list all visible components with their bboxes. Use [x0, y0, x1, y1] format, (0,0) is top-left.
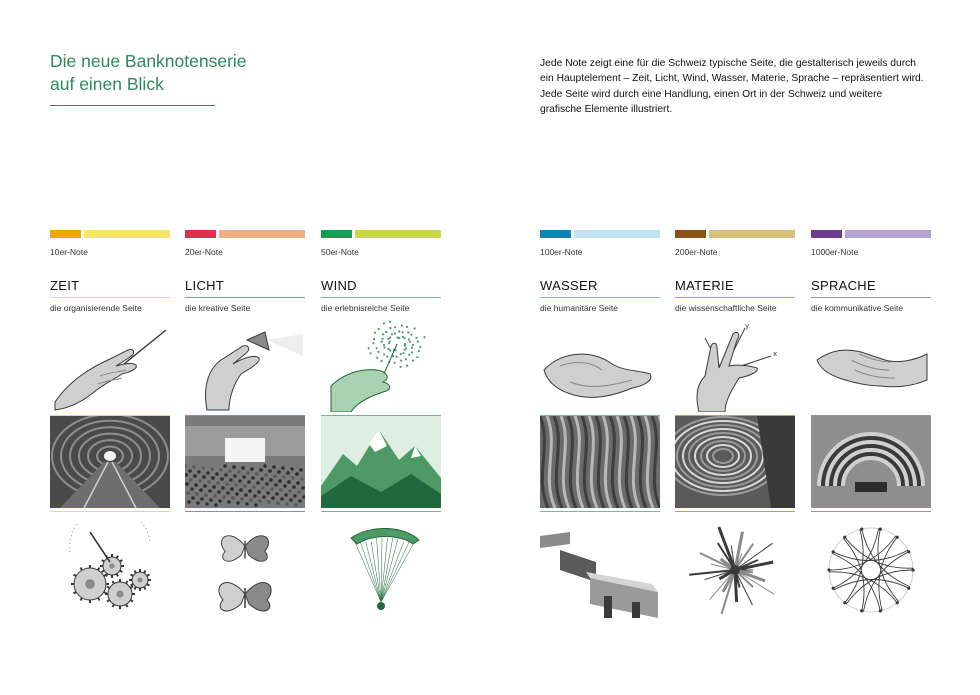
theme-title: ZEIT — [50, 278, 80, 293]
color-bar-primary — [50, 230, 81, 238]
theme-rule — [185, 297, 305, 298]
handshake-image — [811, 320, 931, 412]
color-bar-primary — [540, 230, 571, 238]
note-denomination: 200er-Note — [675, 247, 718, 257]
prism-hand-image — [185, 320, 305, 412]
banknote-column-materie — [675, 230, 795, 630]
axes-hand-image — [675, 320, 795, 412]
image-divider — [321, 511, 441, 512]
color-bar — [811, 230, 931, 238]
theme-title: LICHT — [185, 278, 225, 293]
aqueduct-image — [540, 522, 660, 624]
color-bar-secondary — [84, 230, 170, 238]
color-bar-primary — [811, 230, 842, 238]
note-denomination: 10er-Note — [50, 247, 88, 257]
theme-rule — [50, 297, 170, 298]
theme-rule — [675, 297, 795, 298]
butterflies-image — [185, 522, 305, 624]
color-bar-secondary — [845, 230, 931, 238]
color-bar-secondary — [709, 230, 795, 238]
image-divider — [675, 511, 795, 512]
image-divider — [811, 511, 931, 512]
theme-description: die wissenschaftliche Seite — [675, 303, 777, 313]
network-globe-image — [811, 522, 931, 624]
banknote-column-zeit — [50, 230, 170, 630]
color-bar-secondary — [574, 230, 660, 238]
paraglider-image — [321, 522, 441, 624]
mountain-peaks-image — [321, 416, 441, 508]
theme-rule — [540, 297, 660, 298]
banknote-column-wasser — [540, 230, 660, 630]
note-denomination: 50er-Note — [321, 247, 359, 257]
color-bar-secondary — [219, 230, 305, 238]
color-bar-primary — [185, 230, 216, 238]
color-bar — [185, 230, 305, 238]
heading-underline — [50, 105, 215, 106]
particle-burst-image — [675, 522, 795, 624]
image-divider — [540, 511, 660, 512]
theme-title: MATERIE — [675, 278, 734, 293]
banknote-column-licht — [185, 230, 305, 630]
open-air-cinema-image — [185, 416, 305, 508]
svg-text:y: y — [745, 322, 750, 330]
note-denomination: 20er-Note — [185, 247, 223, 257]
dandelion-hand-image — [321, 320, 441, 412]
theme-title: WASSER — [540, 278, 598, 293]
particle-collider-image — [675, 416, 795, 508]
color-bar — [321, 230, 441, 238]
color-bar-primary — [675, 230, 706, 238]
conducting-hand-image — [50, 320, 170, 412]
clockwork-image — [50, 522, 170, 624]
color-bar-primary — [321, 230, 352, 238]
banknote-column-wind — [321, 230, 441, 630]
theme-description: die kreative Seite — [185, 303, 251, 313]
theme-rule — [811, 297, 931, 298]
note-denomination: 100er-Note — [540, 247, 583, 257]
color-bar — [50, 230, 170, 238]
theme-description: die organisierende Seite — [50, 303, 142, 313]
color-bar — [675, 230, 795, 238]
color-bar — [540, 230, 660, 238]
color-bar-secondary — [355, 230, 441, 238]
theme-description: die erlebnisreiche Seite — [321, 303, 410, 313]
image-divider — [50, 511, 170, 512]
svg-text:x: x — [773, 350, 778, 358]
water-gorge-image — [540, 416, 660, 508]
cupped-hands-image — [540, 320, 660, 412]
image-divider — [185, 511, 305, 512]
page-heading — [50, 50, 290, 96]
banknote-column-sprache — [811, 230, 931, 630]
heading-line-2: auf einen Blick — [50, 74, 164, 94]
note-denomination: 1000er-Note — [811, 247, 859, 257]
parliament-hall-image — [811, 416, 931, 508]
railway-tunnel-image — [50, 416, 170, 508]
intro-paragraph: Jede Note zeigt eine für die Schweiz typische Seite, die gestalterisch jeweils durch ein Hauptelement – Zeit, Licht, Wind, Wasser, Materie, Sprache – repräsentiert wird. Jede Seite wird durch eine Handlung, einen Ort in der Schweiz und weitere grafische Elemente illustriert. — [540, 58, 924, 115]
heading-line-1: Die neue Banknotenserie — [50, 51, 247, 71]
theme-title: WIND — [321, 278, 357, 293]
theme-description: die kommunikative Seite — [811, 303, 904, 313]
theme-title: SPRACHE — [811, 278, 876, 293]
theme-rule — [321, 297, 441, 298]
theme-description: die humanitäre Seite — [540, 303, 618, 313]
